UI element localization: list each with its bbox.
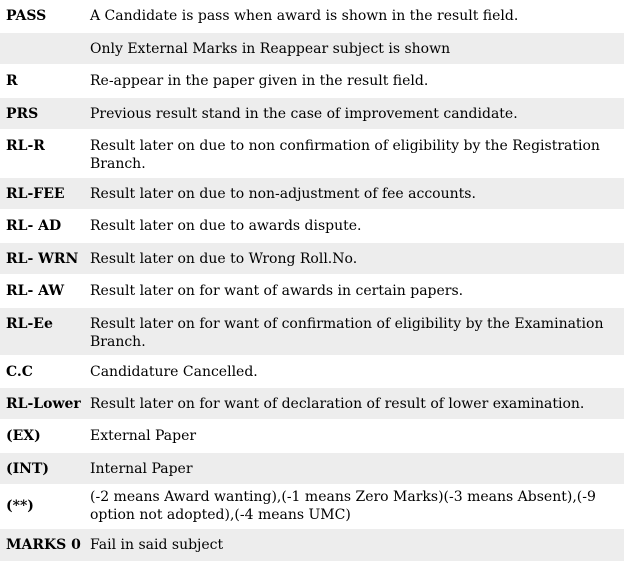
legend-row-pass	[0, 0, 624, 32]
legend-row-rl-ad	[0, 210, 624, 242]
legend-code: RL-Ee	[0, 307, 86, 355]
legend-description: Previous result stand in the case of improvement candidate.	[86, 97, 624, 129]
legend-description: Result later on due to non-adjustment of fee accounts.	[86, 178, 624, 210]
legend-row-marks-codes	[0, 485, 624, 529]
legend-row-ex	[0, 420, 624, 452]
legend-code: PRS	[0, 97, 86, 129]
legend-row-cc	[0, 355, 624, 387]
legend-code: RL- WRN	[0, 242, 86, 274]
legend-row-external-marks	[0, 32, 624, 64]
legend-description: Result later on for want of confirmation of eligibility by the Examination Branch.	[86, 307, 624, 355]
legend-row-rl-lower	[0, 388, 624, 420]
legend-description: Internal Paper	[86, 452, 624, 484]
legend-row-rl-r	[0, 130, 624, 178]
legend-row-rl-wrn	[0, 242, 624, 274]
legend-code: C.C	[0, 355, 86, 387]
legend-row-rl-fee	[0, 178, 624, 210]
legend-code: (EX)	[0, 420, 86, 452]
legend-row-rl-ee	[0, 307, 624, 355]
legend-description: Result later on due to awards dispute.	[86, 210, 624, 242]
legend-description: Result later on due to Wrong Roll.No.	[86, 242, 624, 274]
legend-code: RL- AD	[0, 210, 86, 242]
legend-row-prs	[0, 97, 624, 129]
legend-code	[0, 32, 86, 64]
legend-code: RL-Lower	[0, 388, 86, 420]
legend-code: RL-FEE	[0, 178, 86, 210]
legend-description: Only External Marks in Reappear subject is shown	[86, 32, 624, 64]
legend-description: (-2 means Award wanting),(-1 means Zero Marks)(-3 means Absent),(-9 option not adopted),(-4 means UMC)	[86, 485, 624, 529]
legend-code: RL-R	[0, 130, 86, 178]
legend-code: RL- AW	[0, 275, 86, 307]
legend-code: R	[0, 65, 86, 97]
legend-description: Result later on due to non confirmation of eligibility by the Registration Branch.	[86, 130, 624, 178]
legend-description: External Paper	[86, 420, 624, 452]
legend-row-rl-aw	[0, 275, 624, 307]
legend-description: Result later on for want of awards in certain papers.	[86, 275, 624, 307]
legend-row-int	[0, 452, 624, 484]
legend-description: Result later on for want of declaration of result of lower examination.	[86, 388, 624, 420]
legend-code: (**)	[0, 485, 86, 529]
legend-description: Re-appear in the paper given in the result field.	[86, 65, 624, 97]
legend-code: (INT)	[0, 452, 86, 484]
legend-description: A Candidate is pass when award is shown in the result field.	[86, 0, 624, 32]
legend-code: PASS	[0, 0, 86, 32]
legend-row-reappear	[0, 65, 624, 97]
legend-description: Fail in said subject	[86, 529, 624, 561]
legend-row-marks-zero	[0, 529, 624, 561]
legend-code: MARKS 0	[0, 529, 86, 561]
legend-description: Candidature Cancelled.	[86, 355, 624, 387]
